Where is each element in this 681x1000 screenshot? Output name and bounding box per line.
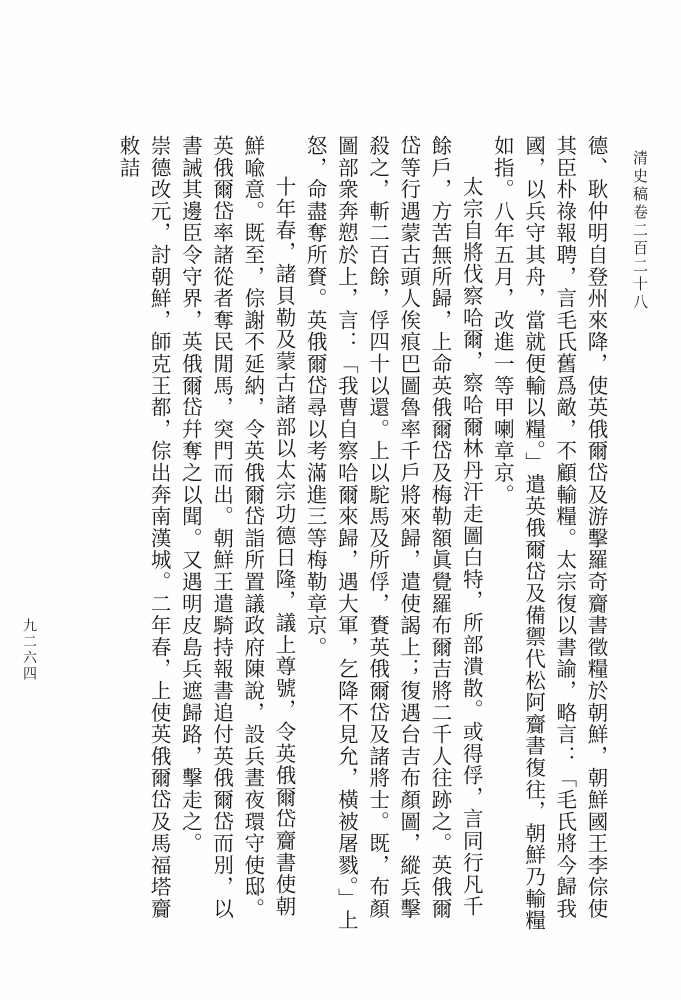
paragraph-4: 崇德改元，討朝鮮，師克王都，倧出奔南漢城。二年春，上使英俄爾岱及馬福塔齎敕詰 [115, 135, 172, 920]
running-header: 清史稿卷二百二十八 [631, 150, 649, 312]
paragraph-3: 十年春，諸貝勒及蒙古諸部以太宗功德日隆，議上尊號，令英俄爾岱齎書使朝鮮喩意。既至，倧謝不延納，令英俄爾岱詣所置議政府陳說，設兵晝夜環守使邸。英俄爾岱率諸從者奪民閒馬，突門而出。朝鮮王遣騎持報書追付英俄爾岱而別，以書誡其邊臣令守界，英俄爾岱幷奪之以聞。又遇明皮島兵遮歸路，擊走之。 [178, 135, 296, 920]
paragraph-1: 德、耿仲明自登州來降，使英俄爾岱及游擊羅奇齎書徵糧於朝鮮，朝鮮國王李倧使其臣朴祿報聘，言毛氏舊爲敵，不顧輸糧。太宗復以書諭，略言：「毛氏將今歸我國，以兵守其舟，當就便輸以糧。」遣英俄爾岱及備禦代松阿齎書復往，朝鮮乃輸糧如指。八年五月，改進一等甲喇章京。 [490, 135, 608, 932]
paragraph-2: 太宗自將伐察哈爾，察哈爾林丹汗走圖白特，所部潰散。或得俘，言同行凡千餘戶，方苦無所歸，上命英俄爾岱及梅勒額眞覺羅布爾吉將二千人往跡之。英俄爾岱等行遇蒙古頭人俟痕巴圖魯率千戶將來歸，遣使謁上；復遇台吉布顏圖，縱兵擊殺之，斬二百餘，俘四十以還。上以駝馬及所俘，賚英俄爾岱及諸將士。既，布顏圖部衆奔愬於上，言：「我曹自察哈爾來歸，遇大軍，乞降不見允，橫被屠戮。」上怒，命盡奪所賚。英俄爾岱尋以考滿進三等梅勒章京。 [303, 135, 484, 932]
main-text-block [41, 135, 611, 935]
page-number: 九二六四 [21, 618, 37, 682]
